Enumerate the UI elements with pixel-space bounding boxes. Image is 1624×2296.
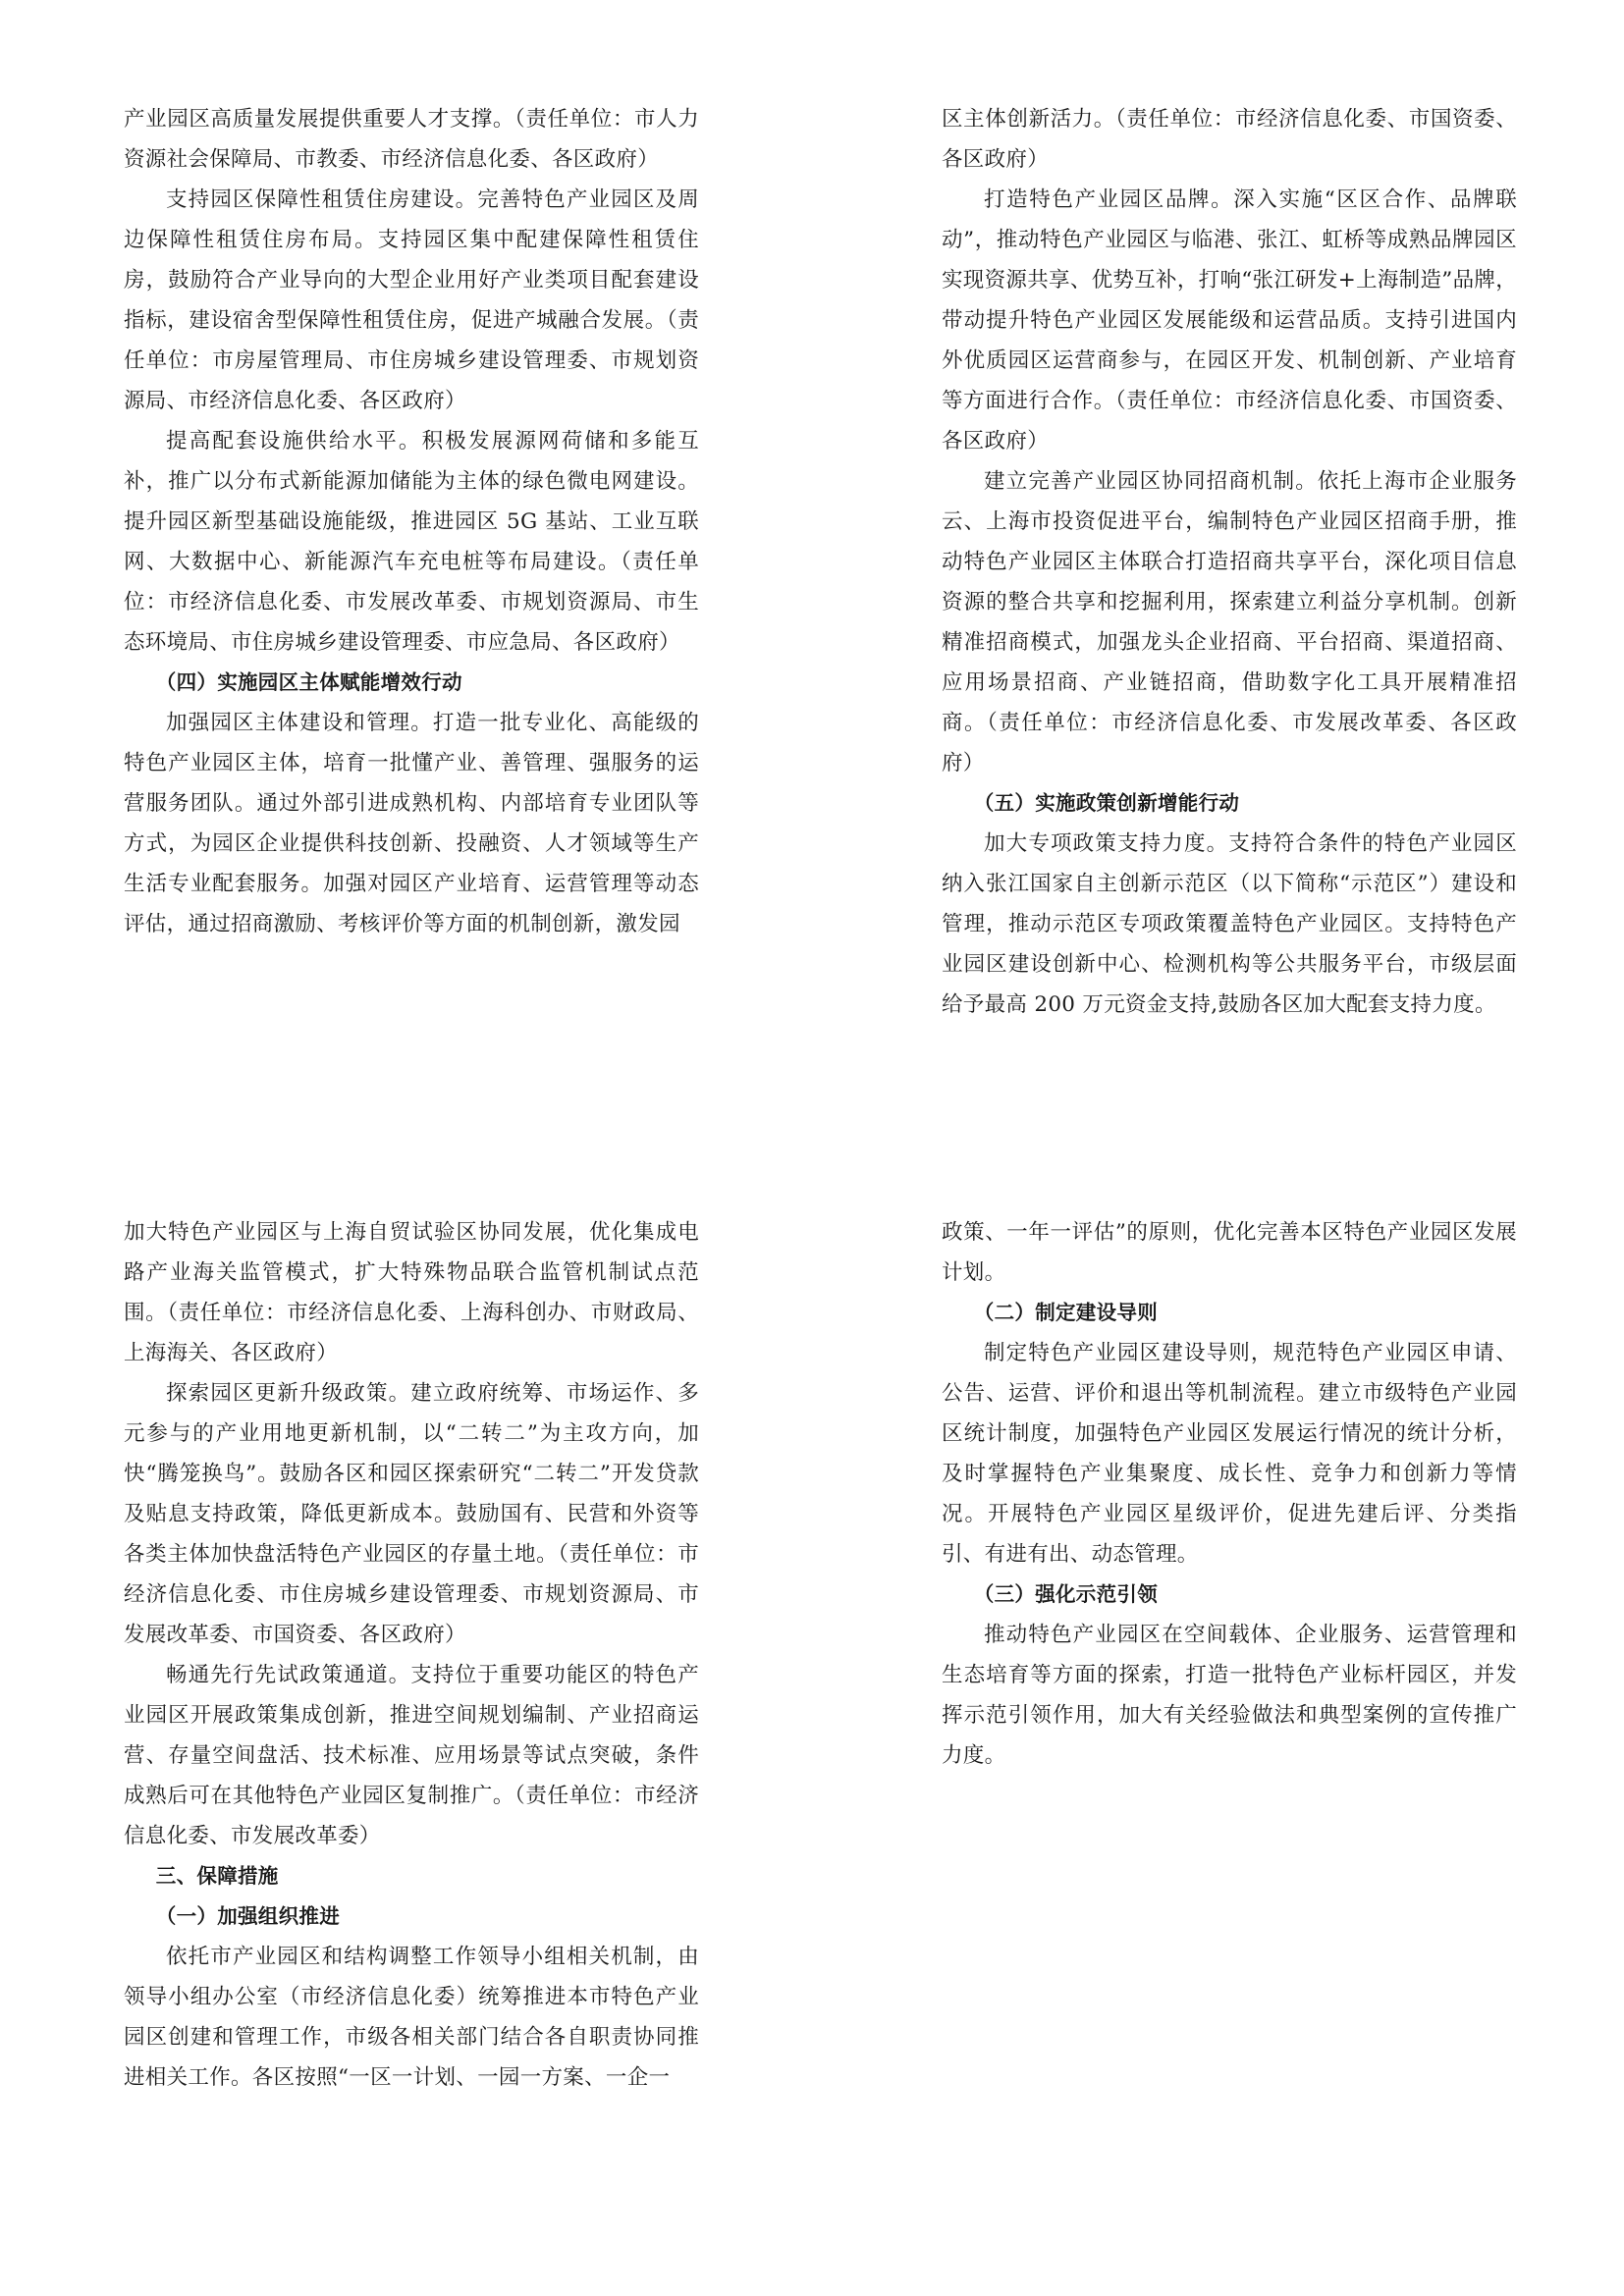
section-heading: （一）加强组织推进 — [155, 1904, 340, 1928]
paragraph: 产业园区高质量发展提供重要人才支撑。（责任单位：市人力资源社会保障局、市教委、市经济信息化委、各区政府） — [124, 107, 699, 172]
column-bottom-left — [124, 1212, 699, 2098]
section-heading: （三）强化示范引领 — [973, 1582, 1158, 1606]
paragraph: 加大专项政策支持力度。支持符合条件的特色产业园区纳入张江国家自主创新示范区（以下简称“示范区”）建设和管理，推动示范区专项政策覆盖特色产业园区。支持特色产业园区建设创新中心、检测机构等公共服务平台，市级层面给予最高 200 万元资金支持,鼓励各区加大配套支持力度。 — [942, 831, 1517, 1017]
column-top-right — [942, 99, 1517, 1025]
paragraph: 加大特色产业园区与上海自贸试验区协同发展，优化集成电路产业海关监管模式，扩大特殊物品联合监管机制试点范围。（责任单位：市经济信息化委、上海科创办、市财政局、上海海关、各区政府） — [124, 1220, 699, 1365]
section-heading: （五）实施政策创新增能行动 — [973, 791, 1240, 815]
paragraph: 依托市产业园区和结构调整工作领导小组相关机制，由领导小组办公室（市经济信息化委）统筹推进本市特色产业园区创建和管理工作，市级各相关部门结合各自职责协同推进相关工作。各区按照“一区一计划、一园一方案、一企一 — [124, 1945, 699, 2090]
paragraph: 区主体创新活力。（责任单位：市经济信息化委、市国资委、各区政府） — [942, 107, 1517, 172]
column-top-left — [124, 99, 699, 944]
paragraph: 制定特色产业园区建设导则，规范特色产业园区申请、公告、运营、评价和退出等机制流程。建立市级特色产业园区统计制度，加强特色产业园区发展运行情况的统计分析，及时掌握特色产业集聚度、成长性、竞争力和创新力等情况。开展特色产业园区星级评价，促进先建后评、分类指引、有进有出、动态管理。 — [942, 1341, 1517, 1567]
paragraph: 畅通先行先试政策通道。支持位于重要功能区的特色产业园区开展政策集成创新，推进空间规划编制、产业招商运营、存量空间盘活、技术标准、应用场景等试点突破，条件成熟后可在其他特色产业园区复制推广。（责任单位：市经济信息化委、市发展改革委） — [124, 1663, 699, 1848]
section-heading: （四）实施园区主体赋能增效行动 — [155, 670, 462, 694]
paragraph: 支持园区保障性租赁住房建设。完善特色产业园区及周边保障性租赁住房布局。支持园区集中配建保障性租赁住房，鼓励符合产业导向的大型企业用好产业类项目配套建设指标，建设宿舍型保障性租赁住房，促进产城融合发展。（责任单位：市房屋管理局、市住房城乡建设管理委、市规划资源局、市经济信息化委、各区政府） — [124, 187, 699, 413]
paragraph: 提高配套设施供给水平。积极发展源网荷储和多能互补，推广以分布式新能源加储能为主体的绿色微电网建设。提升园区新型基础设施能级，推进园区 5G 基站、工业互联网、大数据中心、新能源汽车充电桩等布局建设。（责任单位：市经济信息化委、市发展改革委、市规划资源局、市生态环境局、市住房城乡建设管理委、市应急局、各区政府） — [124, 429, 699, 655]
section-heading: （二）制定建设导则 — [973, 1301, 1158, 1324]
paragraph: 打造特色产业园区品牌。深入实施“区区合作、品牌联动”，推动特色产业园区与临港、张江、虹桥等成熟品牌园区实现资源共享、优势互补，打响“张江研发+上海制造”品牌，带动提升特色产业园区发展能级和运营品质。支持引进国内外优质园区运营商参与，在园区开发、机制创新、产业培育等方面进行合作。（责任单位：市经济信息化委、市国资委、各区政府） — [942, 187, 1517, 454]
paragraph: 探索园区更新升级政策。建立政府统筹、市场运作、多元参与的产业用地更新机制，以“二转二”为主攻方向，加快“腾笼换鸟”。鼓励各区和园区探索研究“二转二”开发贷款及贴息支持政策，降低更新成本。鼓励国有、民营和外资等各类主体加快盘活特色产业园区的存量土地。（责任单位：市经济信息化委、市住房城乡建设管理委、市规划资源局、市发展改革委、市国资委、各区政府） — [124, 1381, 699, 1647]
paragraph: 加强园区主体建设和管理。打造一批专业化、高能级的特色产业园区主体，培育一批懂产业、善管理、强服务的运营服务团队。通过外部引进成熟机构、内部培育专业团队等方式，为园区企业提供科技创新、投融资、人才领域等生产生活专业配套服务。加强对园区产业培育、运营管理等动态评估，通过招商激励、考核评价等方面的机制创新，激发园 — [124, 711, 699, 936]
paragraph: 建立完善产业园区协同招商机制。依托上海市企业服务云、上海市投资促进平台，编制特色产业园区招商手册，推动特色产业园区主体联合打造招商共享平台，深化项目信息资源的整合共享和挖掘利用，探索建立利益分享机制。创新精准招商模式，加强龙头企业招商、平台招商、渠道招商、应用场景招商、产业链招商，借助数字化工具开展精准招商。（责任单位：市经济信息化委、市发展改革委、各区政府） — [942, 469, 1517, 775]
paragraph: 推动特色产业园区在空间载体、企业服务、运营管理和生态培育等方面的探索，打造一批特色产业标杆园区，并发挥示范引领作用，加大有关经验做法和典型案例的宣传推广力度。 — [942, 1623, 1517, 1768]
section-heading: 三、保障措施 — [155, 1864, 279, 1888]
paragraph: 政策、一年一评估”的原则，优化完善本区特色产业园区发展计划。 — [942, 1220, 1517, 1285]
column-bottom-right — [942, 1212, 1517, 1776]
